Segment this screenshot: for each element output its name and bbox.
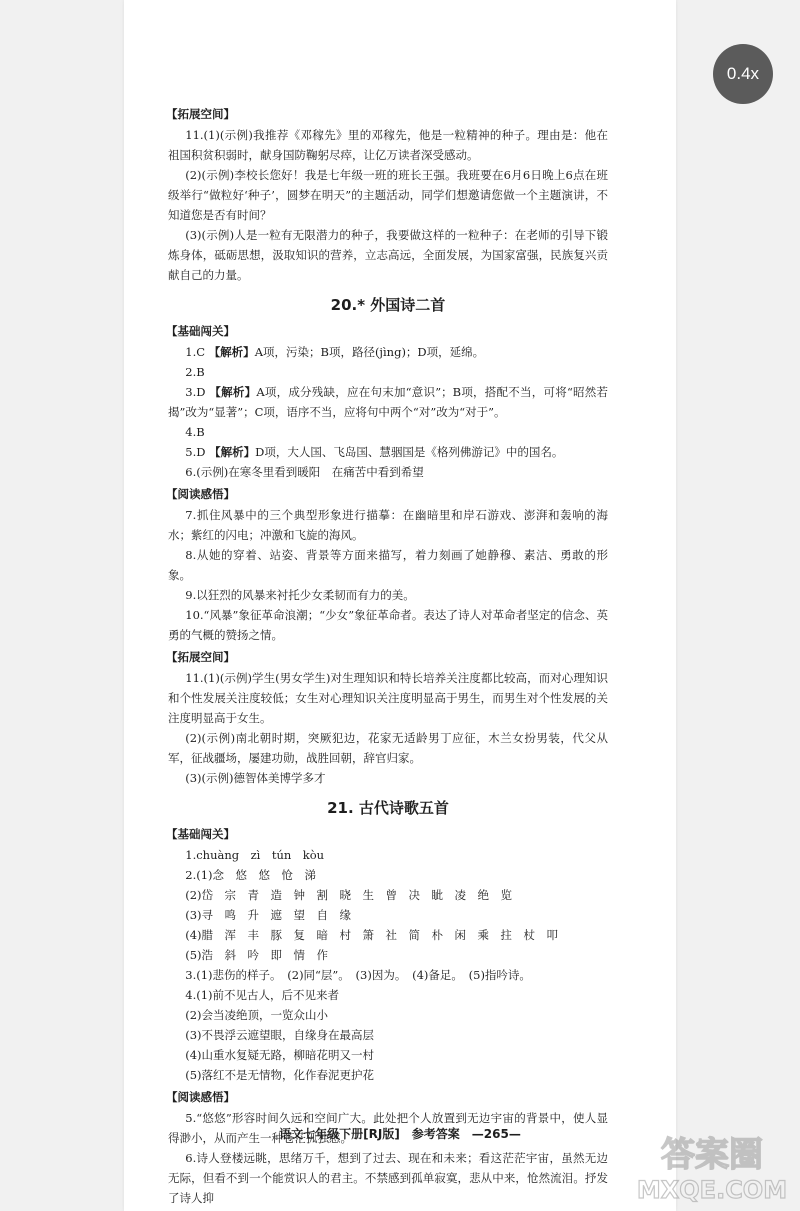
answer-line	[168, 382, 608, 422]
watermark-text-main: 答案圈	[661, 1135, 763, 1175]
answer-line: (3)不畏浮云遮望眼，自缘身在最高层	[185, 1028, 375, 1042]
section-heading: 【拓展空间】	[166, 107, 235, 121]
answer-line: 2.(1)念 悠 悠 怆 涕	[185, 868, 317, 882]
section-heading: 【基础闯关】	[166, 827, 235, 841]
page-content	[168, 102, 608, 1208]
answer-line: (5)浩 斜 吟 即 情 作	[185, 948, 329, 962]
answer-label: 5.D	[185, 445, 206, 459]
zoom-level-badge[interactable]	[713, 44, 773, 104]
answer-line: 4.(1)前不见古人，后不见来者	[185, 988, 340, 1002]
answer-line: 4.B	[185, 425, 205, 439]
answer-line: (2)岱 宗 青 造 钟 割 晓 生 曾 决 眦 凌 绝 览	[185, 888, 513, 902]
answer-text: A项，污染；B项，路径(jìng)；D项，延绵。	[254, 345, 485, 359]
answer-line: 2.B	[185, 365, 205, 379]
analysis-tag: 【解析】	[209, 385, 257, 399]
answer-line: (3)(示例)人是一粒有无限潜力的种子，我要做这样的一粒种子：在老师的引导下锻炼身体，砥砺思想，汲取知识的营养，立志高远，全面发展，为国家富强，民族复兴贡献自己的力量。	[168, 228, 608, 282]
answer-line: 1.chuàng zì tún kòu	[185, 848, 325, 862]
analysis-tag: 【解析】	[208, 345, 255, 359]
answer-line: 7.抓住风暴中的三个典型形象进行描摹：在幽暗里和岸石游戏、澎湃和轰响的海水；紫红的闪电；冲激和飞旋的海风。	[168, 508, 608, 542]
watermark-text-domain: MXQE.COM	[636, 1176, 788, 1204]
zoom-level-text: 0.4x	[726, 64, 760, 83]
answer-line: 11.(1)(示例)学生(男女学生)对生理知识和特长培养关注度都比较高，而对心理知识和个性发展关注度较低；女生对心理知识关注度明显高于男生，而男生对个性发展的关注度明显高于女生。	[168, 671, 608, 725]
section-heading: 【阅读感悟】	[166, 1090, 235, 1104]
answer-line: (4)山重水复疑无路，柳暗花明又一村	[185, 1048, 375, 1062]
answer-line	[168, 442, 608, 462]
answer-line: (2)会当凌绝顶，一览众山小	[185, 1008, 329, 1022]
answer-line: 6.诗人登楼远眺，思绪万千，想到了过去、现在和未来；看这茫茫宇宙，虽然无边无际，但看不到一个能赏识人的君主。不禁感到孤单寂寞，悲从中来，怆然流泪。抒发了诗人抑	[168, 1151, 608, 1205]
section-heading: 【基础闯关】	[166, 324, 235, 338]
answer-text: A项，成分残缺，应在句末加“意识”；B项，搭配不当，可将“昭然若揭”改为“显著”；C项，语序不当，应将句中两个“对”改为“对于”。	[168, 385, 609, 419]
answer-line: (5)落红不是无情物，化作春泥更护花	[185, 1068, 375, 1082]
answer-line: (2)(示例)李校长您好！我是七年级一班的班长王强。我班要在6月6日晚上6点在班级举行“做粒好‘种子’，圆梦在明天”的主题活动，同学们想邀请您做一个主题演讲，不知道您是否有时间？	[168, 168, 608, 222]
answer-line	[168, 342, 608, 362]
answer-line: 6.(示例)在寒冬里看到暖阳 在痛苦中看到希望	[185, 465, 424, 479]
section-heading: 【阅读感悟】	[166, 487, 235, 501]
page-footer: 语文七年级下册[RJ版] 参考答案 —265—	[279, 1127, 521, 1141]
answer-line: (3)寻 鸣 升 遮 望 自 缘	[185, 908, 352, 922]
answer-line: 9.以狂烈的风暴来衬托少女柔韧而有力的美。	[185, 588, 415, 602]
answer-line: 5.“悠悠”形容时间久远和空间广大。此处把个人放置到无边宇宙的背景中，使人显得渺小，从而产生一种苍茫孤独感。	[168, 1111, 608, 1145]
answer-label: 1.C	[185, 345, 206, 359]
answer-line: 10.“风暴”象征革命浪潮；“少女”象征革命者。表达了诗人对革命者坚定的信念、英勇的气概的赞扬之情。	[168, 608, 608, 642]
answer-line: (3)(示例)德智体美博学多才	[185, 771, 326, 785]
answer-line: (4)腊 浑 丰 豚 复 暗 村 箫 社 简 朴 闲 乘 拄 杖 叩	[185, 928, 559, 942]
lesson-title: 20.* 外国诗二首	[330, 296, 446, 314]
section-heading: 【拓展空间】	[166, 650, 235, 664]
analysis-tag: 【解析】	[209, 445, 256, 459]
answer-line: 11.(1)(示例)我推荐《邓稼先》里的邓稼先，他是一粒精神的种子。理由是：他在祖国积贫积弱时，献身国防鞠躬尽瘁，让亿万读者深受感动。	[168, 128, 608, 162]
answer-label: 3.D	[185, 385, 206, 399]
lesson-title: 21. 古代诗歌五首	[327, 799, 449, 817]
answer-line: 3.(1)悲伤的样子。 (2)同“层”。 (3)因为。 (4)备足。 (5)指吟诗。	[185, 968, 531, 982]
answer-line: 8.从她的穿着、站姿、背景等方面来描写，着力刻画了她静穆、素洁、勇敢的形象。	[168, 548, 608, 582]
answer-line: (2)(示例)南北朝时期，突厥犯边，花家无适龄男丁应征，木兰女扮男装，代父从军，征战疆场，屡建功勋，战胜回朝，辞官归家。	[168, 731, 608, 765]
answer-text: D项，大人国、飞岛国、慧骃国是《格列佛游记》中的国名。	[255, 445, 564, 459]
